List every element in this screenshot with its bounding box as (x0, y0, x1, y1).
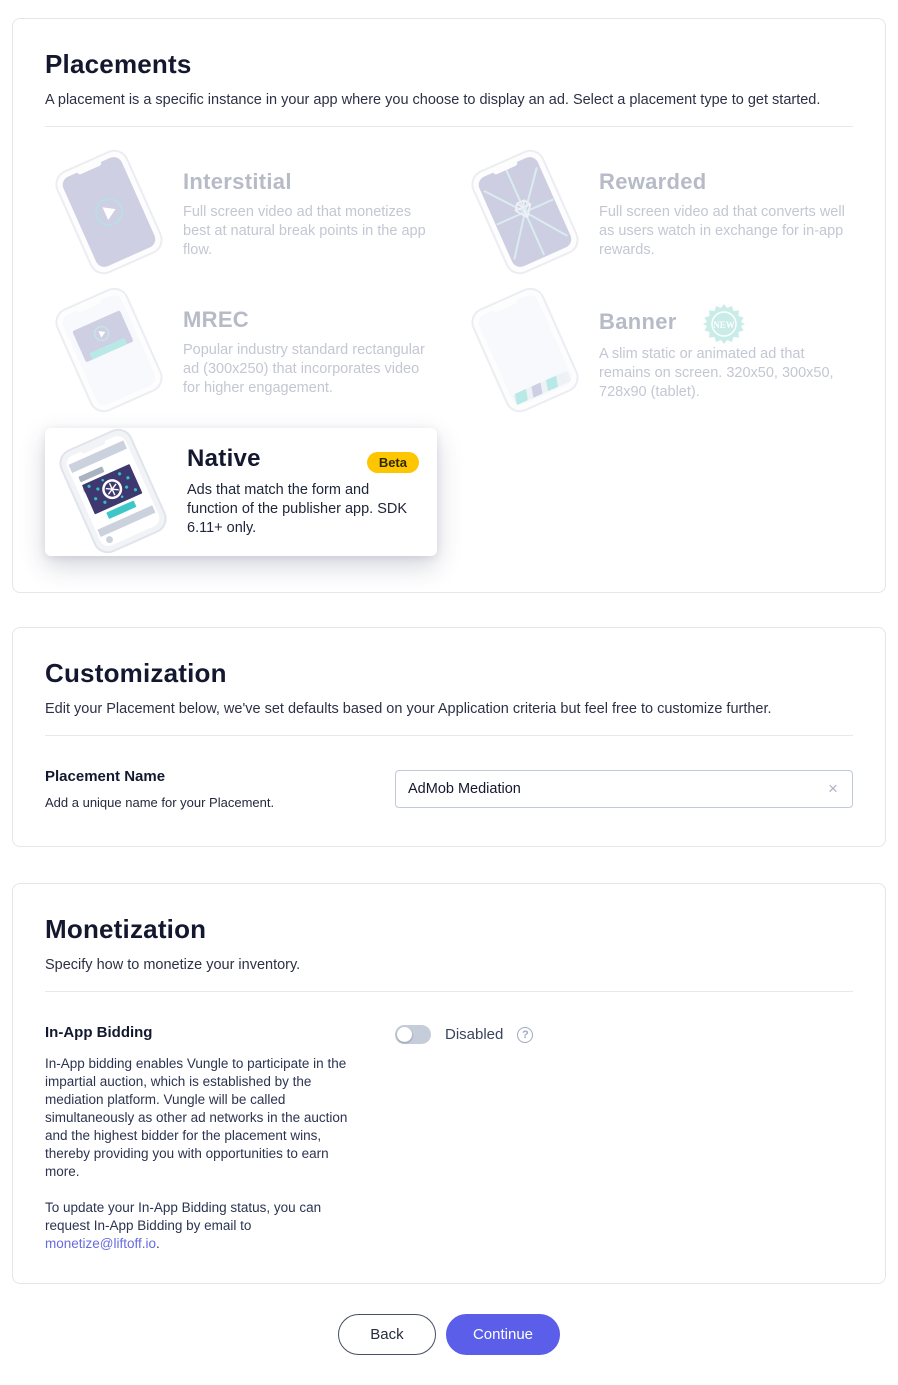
placement-name-row (45, 768, 853, 810)
monetization-title: Monetization (45, 914, 207, 944)
in-app-bidding-note: To update your In-App Bidding status, you can request In-App Bidding by email to monetize@liftoff.io. (45, 1200, 322, 1251)
placement-name-help: Add a unique name for your Placement. (45, 795, 275, 810)
mrec-phone-illustration (53, 299, 165, 401)
customization-card (12, 627, 886, 847)
placement-name-label: Placement Name (45, 768, 166, 785)
help-icon[interactable]: ? (517, 1027, 533, 1043)
footer-actions (0, 1314, 898, 1355)
placement-option-rewarded[interactable] (461, 151, 853, 273)
placement-option-mrec[interactable] (45, 289, 437, 412)
in-app-bidding-description: In-App bidding enables Vungle to participate in the impartial auction, which is established by the mediation platform. Vungle will be called simultaneously as other ad networks in the auction and the highest bidder for the placement wins, thereby providing you with opportunities to earn more. (45, 1056, 348, 1179)
divider (45, 991, 853, 992)
monetization-subtitle: Specify how to monetize your inventory. (45, 957, 301, 973)
native-phone-illustration (57, 440, 169, 542)
new-badge-label: NEW (712, 320, 735, 330)
in-app-bidding-row (45, 1024, 853, 1253)
placement-desc-native: Ads that match the form and function of the publisher app. SDK 6.11+ only. (187, 481, 408, 536)
in-app-bidding-label: In-App Bidding (45, 1024, 153, 1041)
divider (45, 735, 853, 736)
monetize-email-link[interactable]: monetize@liftoff.io (45, 1236, 157, 1251)
placement-desc-interstitial: Full screen video ad that monetizes best at natural break points in the app flow. (183, 204, 426, 258)
new-badge (703, 303, 745, 345)
placements-subtitle: A placement is a specific instance in your app where you choose to display an ad. Select a placement type to get started. (45, 92, 821, 108)
continue-button[interactable]: Continue (446, 1314, 560, 1355)
placement-title-mrec: MREC (183, 307, 249, 332)
toggle-knob (397, 1027, 412, 1042)
placement-option-native[interactable] (45, 428, 437, 556)
in-app-bidding-toggle[interactable] (395, 1025, 431, 1044)
banner-phone-illustration (469, 299, 581, 401)
placement-title-native: Native (187, 444, 261, 472)
placement-option-interstitial[interactable] (45, 151, 437, 273)
placements-title: Placements (45, 49, 192, 79)
placement-name-input[interactable] (395, 770, 853, 808)
placement-desc-banner: A slim static or animated ad that remains on screen. 320x50, 300x50, 728x90 (tablet). (599, 346, 834, 400)
placement-desc-mrec: Popular industry standard rectangular ad (300x250) that incorporates video for higher engagement. (183, 342, 425, 396)
placement-title-banner: Banner (599, 309, 677, 334)
beta-badge: Beta (367, 452, 419, 473)
clear-input-icon[interactable]: × (828, 779, 838, 798)
in-app-bidding-status: Disabled (445, 1026, 504, 1043)
rewarded-phone-illustration (469, 161, 581, 263)
back-button[interactable]: Back (338, 1314, 436, 1355)
monetization-card (12, 883, 886, 1284)
placement-title-interstitial: Interstitial (183, 169, 292, 194)
placement-title-rewarded: Rewarded (599, 169, 707, 194)
placement-option-banner[interactable] (461, 289, 853, 412)
customization-subtitle: Edit your Placement below, we've set defaults based on your Application criteria but feel free to customize further. (45, 701, 772, 717)
interstitial-phone-illustration (53, 161, 165, 263)
placement-desc-rewarded: Full screen video ad that converts well as users watch in exchange for in-app rewards. (599, 204, 845, 258)
customization-title: Customization (45, 658, 227, 688)
placements-card (12, 18, 886, 593)
placement-type-grid (45, 127, 853, 562)
